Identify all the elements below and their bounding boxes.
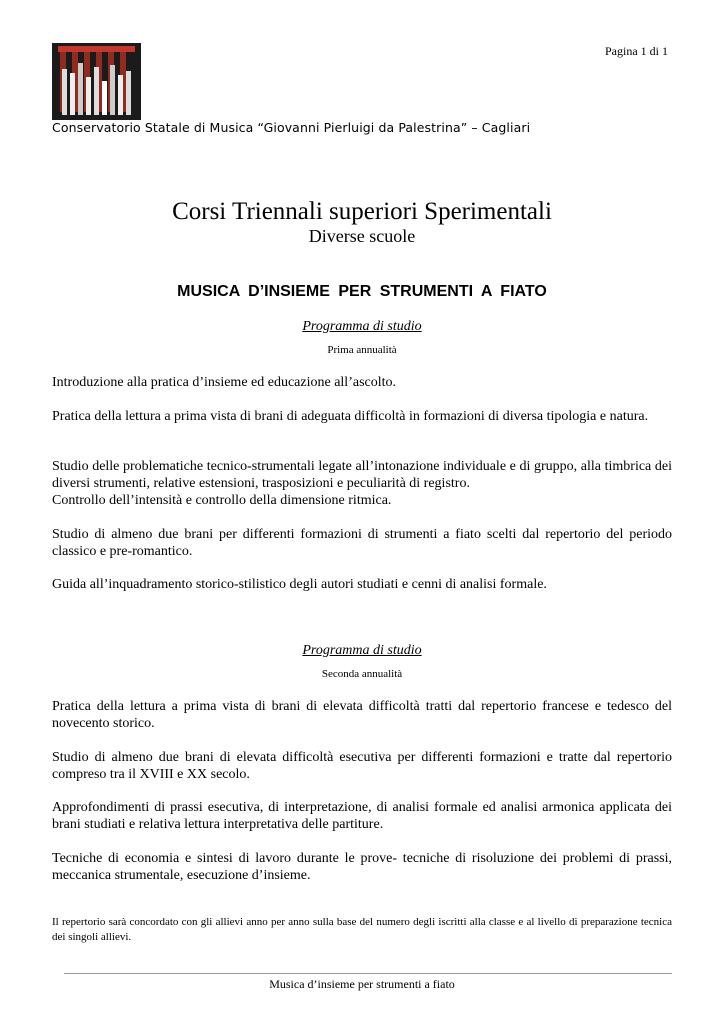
second-year-paragraph: Studio di almeno due brani di elevata difficoltà esecutiva per differenti formazioni e tratte dal repertorio compreso tra il XVIII e XX secolo. [52,750,672,782]
footer-divider [64,973,672,974]
repertoire-note: Il repertorio sarà concordato con gli allievi anno per anno sulla base del numero degli iscritti alla classe e al livello di preparazione tecnica dei singoli allievi. [52,916,672,943]
page-subtitle: Diverse scuole [308,226,416,246]
first-year-paragraph: Controllo dell’intensità e controllo della dimensione ritmica. [52,493,392,508]
page-footer: Musica d’insieme per strumenti a fiato [269,977,455,991]
second-year-label: Seconda annualità [321,668,403,680]
second-year-paragraph: Tecniche di economia e sintesi di lavoro durante le prove- tecniche di risoluzione dei problemi di prassi, meccanica strumentale, esecuzione d’insieme. [52,851,672,883]
first-year-paragraph: Introduzione alla pratica d’insieme ed educazione all’ascolto. [52,375,397,390]
page-number: Pagina 1 di 1 [605,44,668,58]
first-year-label: Prima annualità [327,344,397,356]
second-year-heading: Programma di studio [302,643,422,658]
second-year-paragraph: Approfondimenti di prassi esecutiva, di interpretazione, di analisi formale ed analisi armonica applicata dei brani studiati e relativa lettura interpretativa delle partiture. [52,800,672,832]
conservatory-logo [52,43,141,120]
first-year-paragraph: Studio di almeno due brani per differenti formazioni di strumenti a fiato scelti dal repertorio del periodo classico e pre-romantico. [52,527,672,559]
first-year-paragraph: Guida all’inquadramento storico-stilistico degli autori studiati e cenni di analisi formale. [52,577,547,592]
first-year-paragraph: Studio delle problematiche tecnico-strumentali legate all’intonazione individuale e di gruppo, alla timbrica dei diversi strumenti, relative estensioni, trasposizioni e peculiarità di registro. [52,459,672,491]
institution-name: Conservatorio Statale di Musica “Giovanni Pierluigi da Palestrina” – Cagliari [52,120,531,135]
page-title: Corsi Triennali superiori Sperimentali [172,198,552,225]
course-title: MUSICA D’INSIEME PER STRUMENTI A FIATO [177,283,547,300]
first-year-paragraph: Pratica della lettura a prima vista di brani di adeguata difficoltà in formazioni di diversa tipologia e natura. [52,409,649,424]
first-year-heading: Programma di studio [302,319,422,334]
second-year-paragraph: Pratica della lettura a prima vista di brani di elevata difficoltà tratti dal repertorio francese e tedesco del novecento storico. [52,699,672,731]
